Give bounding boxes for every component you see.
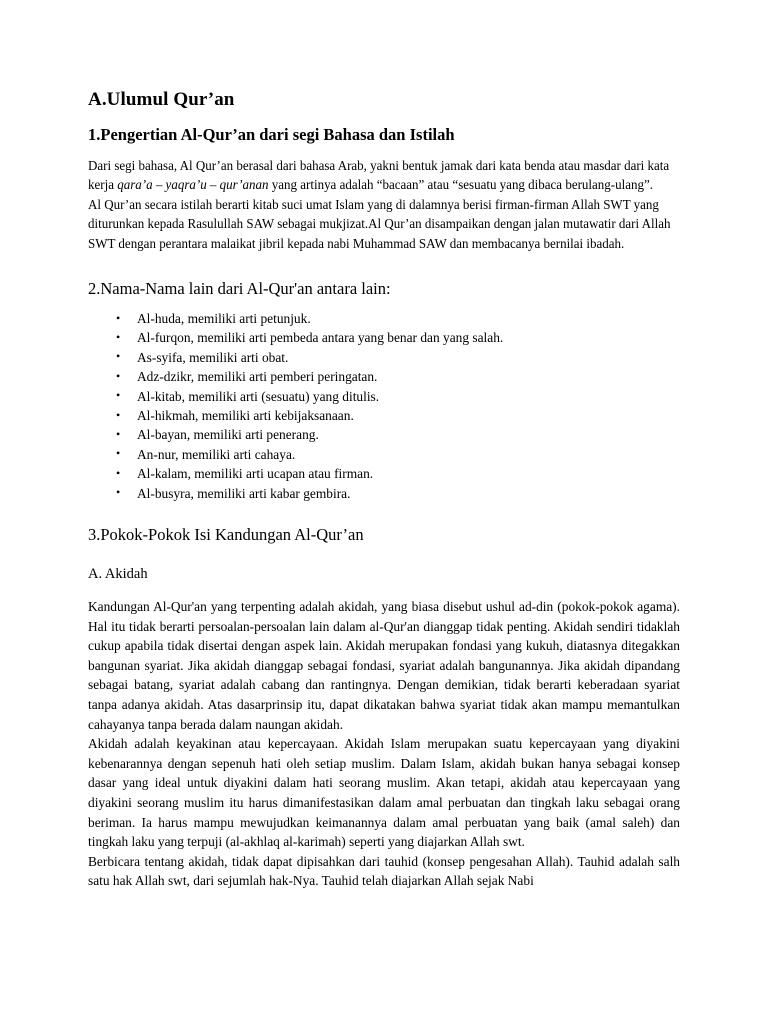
list-item: • Al-kalam, memiliki arti ucapan atau firman.	[88, 464, 680, 483]
list-item: • Al-huda, memiliki arti petunjuk.	[88, 309, 680, 328]
list-item: • Adz-dzikr, memiliki arti pemberi peringatan.	[88, 367, 680, 386]
list-item: • Al-kitab, memiliki arti (sesuatu) yang ditulis.	[88, 387, 680, 406]
section-3-paragraph-2: Akidah adalah keyakinan atau kepercayaan. Akidah Islam merupakan suatu kepercayaan yang diyakini kebenarannya dengan sepenuh hati oleh setiap muslim. Dalam Islam, akidah bukan hanya sebagai konsep dasar yang ideal untuk diyakini dalam hati seorang muslim. Akan tetapi, akidah atau kepercayaan yang diyakini seorang muslim itu harus dimanifestasikan dalam amal perbuatan dan tingkah laku sebagai orang beriman. Ia harus mampu mewujudkan keimanannya dalam amal perbuatan yang baik (amal saleh) dan tingkah laku yang terpuji (al-akhlaq al-karimah) seperti yang diajarkan Allah swt.	[88, 736, 680, 850]
list-item: • Al-busyra, memiliki arti kabar gembira.	[88, 484, 680, 503]
section-heading-3: 3.Pokok-Pokok Isi Kandungan Al-Qur’an	[88, 525, 364, 545]
list-item: • Al-bayan, memiliki arti penerang.	[88, 425, 680, 444]
section-3-paragraph-1: Kandungan Al-Qur'an yang terpenting adalah akidah, yang biasa disebut ushul ad-din (pokok-pokok agama). Hal itu tidak berarti persoalan-persoalan lain dalam al-Qur'an dianggap tidak penting. Akidah sendiri tidaklah cukup apabila tidak disertai dengan aspek lain. Akidah merupakan fondasi yang kukuh, diatasnya ditegakkan bangunan syariat. Jika akidah dianggap sebagai fondasi, syariat adalah bangunannya. Jika akidah dipandang sebagai batang, syariat adalah cabang dan rantingnya. Dengan demikian, tidak berarti keberadaan syariat tanpa adanya akidah. Atas dasarprinsip itu, dapat dikatakan bahwa syariat tidak akan mampu memantulkan cahayanya tanpa berada dalam naungan akidah.	[88, 599, 680, 732]
spacer	[88, 555, 680, 564]
list-item: • Al-hikmah, memiliki arti kebijaksanaan.	[88, 406, 680, 425]
subsection-heading-akidah: A. Akidah	[88, 566, 148, 583]
page-title: A.Ulumul Qur’an	[88, 89, 235, 110]
section-1-paragraph-1	[88, 156, 671, 195]
section-heading-2: 2.Nama-Nama lain dari Al-Qur'an antara lain:	[88, 279, 391, 299]
spacer	[88, 253, 680, 278]
list-item: • An-nur, memiliki arti cahaya.	[88, 445, 680, 464]
spacer	[88, 503, 680, 524]
list-item: • Al-furqon, memiliki arti pembeda antara yang benar dan yang salah.	[88, 328, 680, 347]
section-1-paragraph-2: Al Qur’an secara istilah berarti kitab suci umat Islam yang di dalamnya berisi firman-firman Allah SWT yang diturunkan kepada Rasulullah SAW sebagai mukjizat.Al Qur’an disampaikan dengan jalan mutawatir dari Allah SWT dengan perantara malaikat jibril kepada nabi Muhammad SAW dan membacanya bernilai ibadah.	[88, 196, 671, 251]
document-body	[88, 88, 680, 891]
section-1-paragraph-1-text-after: yang artinya adalah “bacaan” atau “sesuatu yang dibaca berulang-ulang”.	[268, 177, 653, 193]
section-1-paragraph-1-text-before: Dari segi bahasa, Al Qur’an berasal dari bahasa Arab, yakni bentuk jamak dari kata benda atau masdar dari kata kerja	[88, 158, 670, 193]
section-1-paragraph-1-transliteration: qara’a – yaqra’u – qur’anan	[117, 177, 269, 193]
section-3-paragraph-3: Berbicara tentang akidah, tidak dapat dipisahkan dari tauhid (konsep pengesahan Allah). Tauhid adalah salh satu hak Allah swt, dari sejumlah hak-Nya. Tauhid telah diajarkan Allah sejak Nabi	[88, 853, 680, 889]
quran-names-list	[88, 309, 680, 503]
section-heading-1: 1.Pengertian Al-Qur’an dari segi Bahasa dan Istilah	[88, 125, 455, 144]
list-item: • As-syifa, memiliki arti obat.	[88, 348, 680, 367]
